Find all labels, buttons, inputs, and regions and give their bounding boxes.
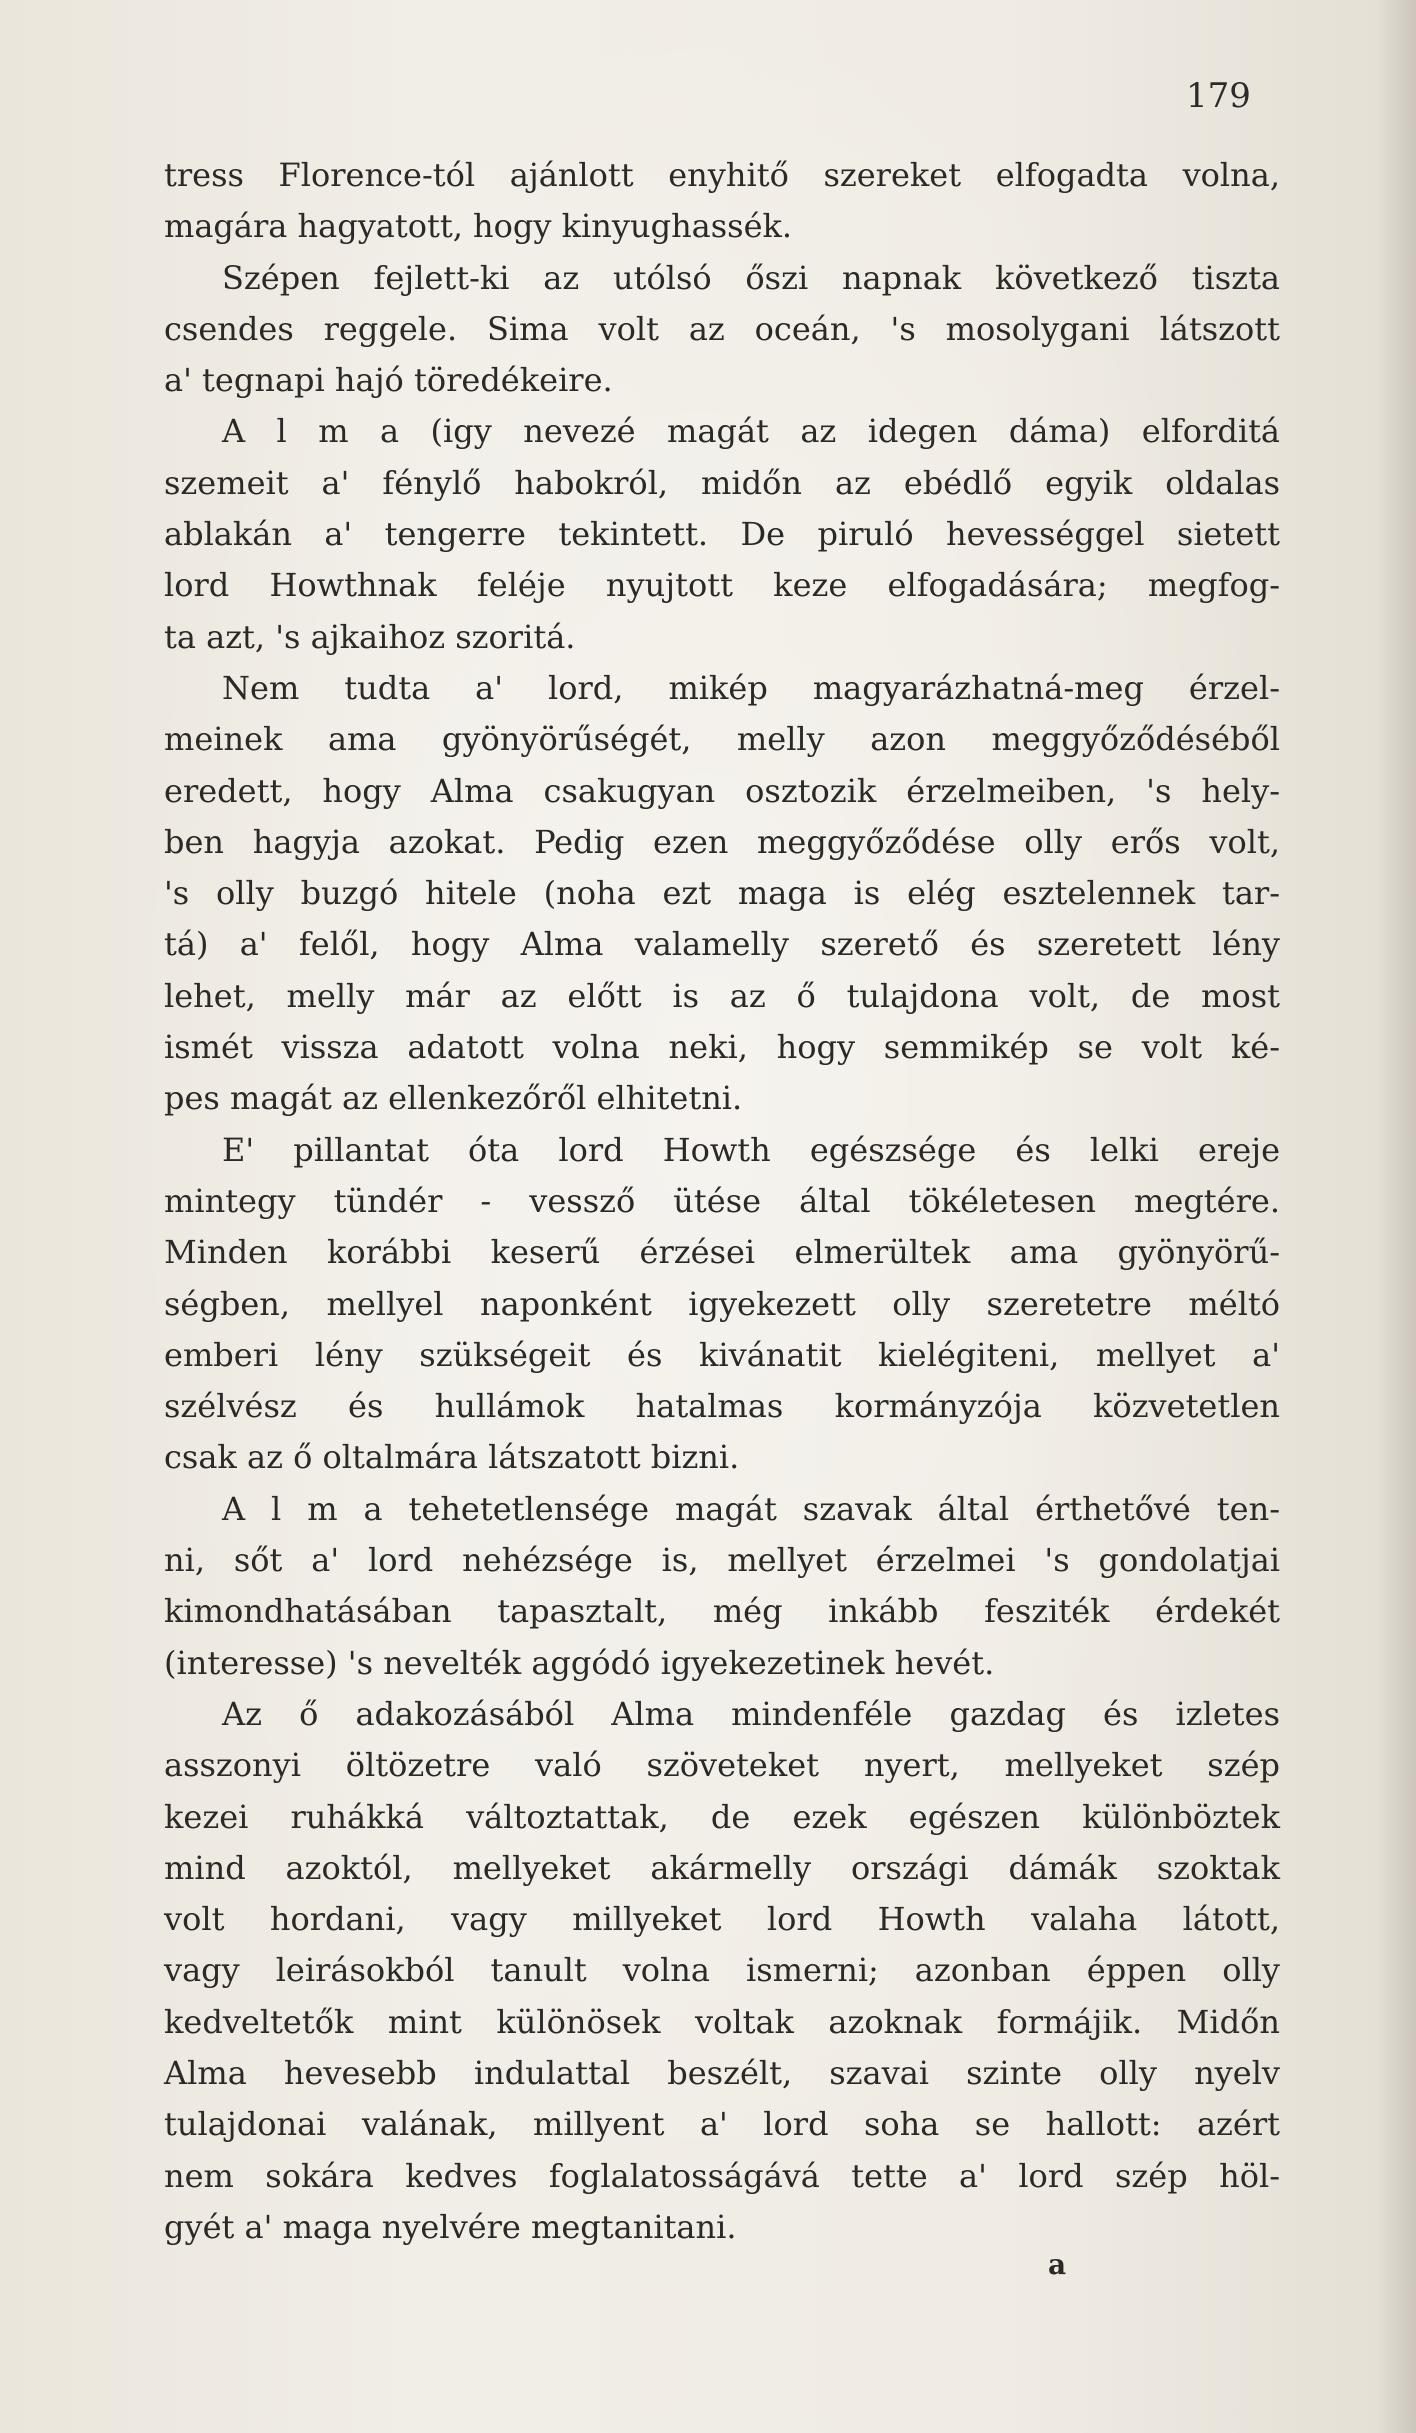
text-line: lehet, melly már az előtt is az ő tulajdona volt, de most bbox=[164, 976, 1280, 1015]
text-line: emberi lény szükségeit és kivánatit kielégiteni, mellyet a' bbox=[164, 1335, 1280, 1374]
text-line: a' tegnapi hajó töredékeire. bbox=[164, 361, 613, 400]
text-line: meinek ama gyönyörűségét, melly azon meggyőződéséből bbox=[164, 720, 1280, 759]
text-line: kimondhatásában tapasztalt, még inkább fesziték érdekét bbox=[164, 1592, 1280, 1631]
body-text bbox=[164, 150, 1280, 2253]
text-line: ni, sőt a' lord nehézsége is, mellyet érzelmei 's gondolatjai bbox=[164, 1541, 1280, 1580]
text-line: ta azt, 's ajkaihoz szoritá. bbox=[164, 617, 576, 656]
text-line: szélvész és hullámok hatalmas kormányzója közvetetlen bbox=[164, 1387, 1280, 1426]
text-line: ségben, mellyel naponként igyekezett olly szeretetre méltó bbox=[164, 1284, 1280, 1323]
text-line: asszonyi öltözetre való szöveteket nyert, mellyeket szép bbox=[164, 1746, 1280, 1785]
text-line: ablakán a' tengerre tekintett. De piruló hevességgel sietett bbox=[164, 515, 1280, 554]
page-number: 179 bbox=[1186, 76, 1251, 116]
text-line: Az ő adakozásából Alma mindenféle gazdag és izletes bbox=[222, 1694, 1280, 1733]
text-line: ben hagyja azokat. Pedig ezen meggyőződése olly erős volt, bbox=[164, 822, 1280, 861]
text-line: vagy leirásokból tanult volna ismerni; azonban éppen olly bbox=[164, 1951, 1280, 1990]
text-line: tress Florence-tól ajánlott enyhitő szereket elfogadta volna, bbox=[164, 156, 1280, 194]
text-line: csendes reggele. Sima volt az oceán, 's mosolygani látszott bbox=[164, 309, 1280, 348]
text-line: eredett, hogy Alma csakugyan osztozik érzelmeiben, 's hely- bbox=[164, 771, 1280, 810]
text-line: mintegy tündér - vessző ütése által tökéletesen megtére. bbox=[164, 1181, 1280, 1220]
text-line: tá) a' felől, hogy Alma valamelly szerető és szeretett lény bbox=[164, 925, 1280, 964]
text-line: kezei ruhákká változtattak, de ezek egészen különböztek bbox=[164, 1797, 1280, 1836]
catchword: a bbox=[1048, 2248, 1067, 2281]
text-line: lord Howthnak feléje nyujtott keze elfogadására; megfog- bbox=[164, 566, 1280, 605]
text-line: volt hordani, vagy millyeket lord Howth valaha látott, bbox=[164, 1900, 1280, 1939]
text-line: tulajdonai valának, millyent a' lord soha se hallott: azért bbox=[164, 2105, 1280, 2144]
text-line: nem sokára kedves foglalatosságává tette a' lord szép höl- bbox=[164, 2156, 1280, 2195]
text-line: A l m a tehetetlensége magát szavak által érthetővé ten- bbox=[222, 1489, 1280, 1528]
text-line: ismét vissza adatott volna neki, hogy semmikép se volt ké- bbox=[164, 1028, 1280, 1067]
text-line: (interesse) 's nevelték aggódó igyekezetinek hevét. bbox=[164, 1643, 995, 1682]
text-line: gyét a' maga nyelvére megtanitani. bbox=[164, 2207, 737, 2246]
text-line: Nem tudta a' lord, mikép magyarázhatná-meg érzel- bbox=[222, 668, 1280, 707]
text-line: kedveltetők mint különösek voltak azoknak formájik. Midőn bbox=[164, 2002, 1280, 2041]
text-line: mind azoktól, mellyeket akármelly országi dámák szoktak bbox=[164, 1848, 1280, 1887]
text-line: Minden korábbi keserű érzései elmerültek ama gyönyörű- bbox=[164, 1233, 1280, 1272]
text-line: Alma hevesebb indulattal beszélt, szavai szinte olly nyelv bbox=[164, 2053, 1280, 2092]
page-gutter-shadow bbox=[1376, 0, 1416, 2433]
text-line: magára hagyatott, hogy kinyughassék. bbox=[164, 207, 793, 246]
text-line: 's olly buzgó hitele (noha ezt maga is elég esztelennek tar- bbox=[164, 874, 1280, 913]
text-line: Szépen fejlett-ki az utólsó őszi napnak következő tiszta bbox=[222, 258, 1280, 297]
text-line: szemeit a' fénylő habokról, midőn az ebédlő egyik oldalas bbox=[164, 463, 1280, 502]
text-line: csak az ő oltalmára látszatott bizni. bbox=[164, 1438, 740, 1477]
text-line: E' pillantat óta lord Howth egészsége és lelki ereje bbox=[222, 1130, 1280, 1169]
text-line: pes magát az ellenkezőről elhitetni. bbox=[164, 1079, 743, 1118]
text-line: A l m a (igy nevezé magát az idegen dáma) elforditá bbox=[222, 412, 1280, 451]
